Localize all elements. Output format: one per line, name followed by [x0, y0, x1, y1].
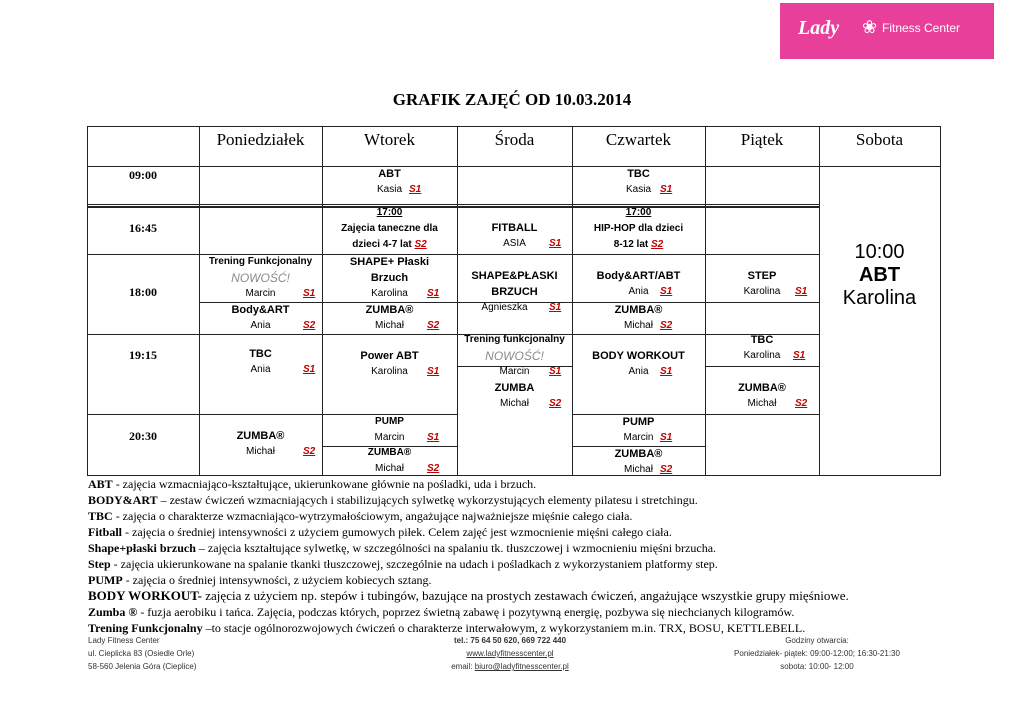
instructor: Marcin — [623, 432, 654, 443]
footer-address: Lady Fitness Center ul. Cieplicka 83 (Osiedle Orle) 58-560 Jelenia Góra (Cieplice) — [88, 636, 197, 671]
class-cell — [457, 220, 572, 252]
legend-item: BODY WORKOUT- zajęcia z użyciem np. stepów i tubingów, bazujące na prostych zestawach ćwiczeń, angażujące wszystkie grupy mięśniowe. — [88, 588, 849, 603]
room-badge: S1 — [303, 288, 316, 299]
class-name-2: Brzuch — [370, 272, 409, 284]
instructor: Marcin — [499, 366, 530, 377]
class-name: ZUMBA® — [367, 447, 412, 458]
instructor: Michał — [624, 320, 653, 331]
room-badge: S2 — [303, 320, 316, 331]
class-name: TBC — [627, 168, 650, 180]
room-badge: S1 — [549, 238, 562, 249]
room-badge: S2 — [414, 239, 427, 250]
instructor: Michał — [624, 464, 653, 475]
header-thursday: Czwartek — [605, 130, 672, 149]
class-name: Trening Funkcjonalny — [208, 256, 313, 267]
header-friday: Piątek — [740, 130, 784, 149]
room-badge: S1 — [427, 432, 440, 443]
class-name: ZUMBA® — [614, 304, 663, 316]
class-cell — [322, 302, 457, 334]
header-tuesday: Wtorek — [364, 130, 415, 149]
class-name: PUMP — [375, 416, 404, 427]
room-badge: S1 — [660, 184, 673, 195]
class-name-2: BRZUCH — [491, 286, 538, 298]
class-cell — [199, 254, 322, 302]
saturday-time: 10:00 — [854, 241, 905, 263]
room-badge: S2 — [549, 398, 562, 409]
instructor: Kasia — [376, 184, 402, 195]
room-badge: S1 — [793, 350, 806, 361]
class-time: 17:00 — [625, 207, 652, 218]
saturday-class — [819, 241, 940, 310]
class-name: ABT — [378, 168, 401, 180]
instructor: Karolina — [743, 286, 781, 297]
room-badge: S1 — [427, 366, 440, 377]
logo-brand: Lady — [798, 17, 840, 39]
room-badge: S1 — [549, 366, 562, 377]
saturday-instructor: Karolina — [842, 287, 917, 309]
instructor: Marcin — [245, 288, 276, 299]
class-cell — [322, 348, 457, 380]
class-name: PUMP — [622, 416, 655, 428]
time-2030: 20:30 — [129, 429, 157, 443]
time-1915: 19:15 — [129, 348, 157, 362]
class-name: STEP — [747, 270, 777, 282]
email-label: email: — [451, 662, 475, 671]
page-title: GRAFIK ZAJĘĆ OD 10.03.2014 — [392, 90, 632, 109]
legend-item: Zumba ® - fuzja aerobiku i tańca. Zajęcia, podczas których, poprzez świetną zabawę i pozytywną energię, pozbywa się niechcianych kilogramów. — [88, 605, 795, 619]
flower-icon: ❀ — [862, 17, 878, 37]
logo-name: Fitness Center — [882, 21, 961, 35]
instructor: Karolina — [743, 350, 781, 361]
logo — [780, 3, 994, 59]
class-name: Power ABT — [360, 350, 419, 362]
class-name: Body&ART — [231, 304, 290, 316]
class-cell — [199, 346, 322, 378]
instructor: Kasia — [625, 184, 651, 195]
class-cell — [322, 414, 457, 446]
instructor: Karolina — [371, 288, 408, 299]
class-cell — [705, 380, 819, 412]
class-cell — [199, 428, 322, 460]
class-name: SHAPE&PŁASKI — [471, 270, 558, 282]
class-name: ZUMBA® — [236, 430, 285, 442]
legend-item: PUMP - zajęcia o średniej intensywności, z użyciem kobiecych sztang. — [88, 573, 432, 587]
legend — [88, 476, 988, 636]
room-badge: S1 — [427, 288, 440, 299]
class-cell — [572, 166, 705, 198]
class-cell — [322, 166, 457, 198]
instructor: Michał — [500, 398, 529, 409]
class-cell — [322, 254, 457, 302]
room-badge: S1 — [660, 366, 673, 377]
class-cell — [457, 332, 572, 380]
class-cell — [705, 268, 819, 300]
room-badge: S2 — [660, 464, 673, 475]
instructor: Ania — [250, 320, 271, 331]
time-0900: 09:00 — [129, 168, 157, 182]
room-badge: S1 — [409, 184, 422, 195]
instructor: ASIA — [503, 238, 526, 249]
class-cell — [322, 205, 457, 253]
instructor: Ania — [628, 366, 649, 377]
room-badge: S1 — [795, 286, 808, 297]
legend-item: Shape+płaski brzuch – zajęcia kształtujące sylwetkę, w szczególności na spalaniu tk. tłuszczowej i wzmocnieniu mięśni brzucha. — [88, 541, 717, 555]
class-name: BODY WORKOUT — [592, 350, 685, 362]
instructor: Ania — [628, 286, 649, 297]
class-cell — [705, 332, 819, 364]
website-link[interactable]: www.ladyfitnesscenter.pl — [466, 649, 554, 658]
room-badge: S2 — [795, 398, 808, 409]
room-badge: S1 — [549, 302, 562, 313]
header-monday: Poniedziałek — [216, 130, 305, 149]
instructor: Marcin — [374, 432, 405, 443]
email-link[interactable]: biuro@ladyfitnesscenter.pl — [474, 662, 569, 671]
footer-hours: Godziny otwarcia: Poniedziałek- piątek: 09:00-12:00; 16:30-21:30 sobota: 10:00- 12:00 — [734, 636, 900, 671]
class-cell — [457, 380, 572, 412]
legend-item: TBC - zajęcia o charakterze wzmacniająco-wytrzymałościowym, angażujące najważniejsze mięśnie całego ciała. — [88, 509, 633, 523]
class-name: ZUMBA® — [614, 448, 663, 460]
class-cell — [199, 302, 322, 334]
room-badge: S2 — [427, 463, 440, 474]
instructor: Michał — [375, 463, 404, 474]
class-cell — [572, 446, 705, 478]
instructor: Ania — [250, 364, 271, 375]
instructor: Karolina — [371, 366, 408, 377]
class-name: TBC — [249, 348, 272, 360]
room-badge: S2 — [427, 320, 440, 331]
time-1645: 16:45 — [129, 221, 157, 235]
class-name: TBC — [750, 334, 774, 346]
room-badge: S1 — [303, 364, 316, 375]
class-name: Zajęcia taneczne dla — [341, 223, 438, 234]
class-name: FITBALL — [491, 222, 538, 234]
legend-item: Trening Funkcjonalny –to stacje ogólnorozwojowych ćwiczeń o charakterze interwałowym, z wykorzystaniem m.in. TRX, BOSU, KETTLEBELL. — [88, 621, 806, 635]
instructor: Michał — [375, 320, 404, 331]
room-badge: S2 — [303, 446, 316, 457]
instructor: Michał — [747, 398, 777, 409]
room-badge: S2 — [651, 239, 664, 250]
room-badge: S1 — [660, 286, 673, 297]
class-cell — [572, 205, 705, 253]
header-wednesday: Środa — [494, 130, 535, 149]
class-name: SHAPE+ Płaski — [349, 256, 430, 268]
room-badge: S2 — [660, 320, 673, 331]
legend-item: Step - zajęcia ukierunkowane na spalanie tkanki tłuszczowej, szczególnie na udach i pośladkach z wykorzystaniem platformy step. — [88, 557, 718, 571]
class-cell — [572, 414, 705, 446]
class-time: 17:00 — [376, 207, 403, 218]
instructor: Michał — [246, 446, 275, 457]
class-cell — [572, 348, 705, 380]
footer-contact — [380, 634, 640, 673]
class-name: Body&ART/ABT — [596, 270, 681, 282]
class-name-2: 8-12 lat — [613, 239, 649, 250]
footer-phone: tel.: 75 64 50 620, 669 722 440 — [453, 636, 567, 645]
time-1800: 18:00 — [129, 285, 157, 299]
class-cell — [457, 268, 572, 316]
class-name: ZUMBA® — [738, 382, 786, 394]
new-badge: NOWOŚĆ! — [231, 271, 290, 285]
legend-item: BODY&ART – zestaw ćwiczeń wzmacniających i stabilizujących sylwetkę wykorzystujących elementy pilatesu i stretchingu. — [88, 493, 698, 507]
class-cell — [322, 445, 457, 477]
legend-item: ABT - zajęcia wzmacniająco-kształtujące, ukierunkowane głównie na pośladki, uda i brzuch. — [88, 477, 537, 491]
schedule-table — [87, 126, 940, 475]
new-badge: NOWOŚĆ! — [485, 349, 544, 363]
class-cell — [572, 302, 705, 334]
room-badge: S1 — [660, 432, 673, 443]
saturday-class-name: ABT — [858, 264, 901, 286]
class-name: ZUMBA® — [365, 304, 414, 316]
class-name: Trening funkcjonalny — [464, 334, 565, 345]
class-cell — [572, 268, 705, 300]
legend-item: Fitball - zajęcia o średniej intensywności z użyciem gumowych piłek. Celem zajęć jest wzmocnienie mięśni całego ciała. — [88, 525, 672, 539]
class-name: ZUMBA — [494, 382, 535, 394]
class-name: HIP-HOP dla dzieci — [593, 223, 684, 234]
class-name-2: dzieci 4-7 lat — [352, 239, 412, 250]
header-saturday: Sobota — [855, 130, 904, 149]
instructor: Agnieszka — [481, 302, 528, 313]
